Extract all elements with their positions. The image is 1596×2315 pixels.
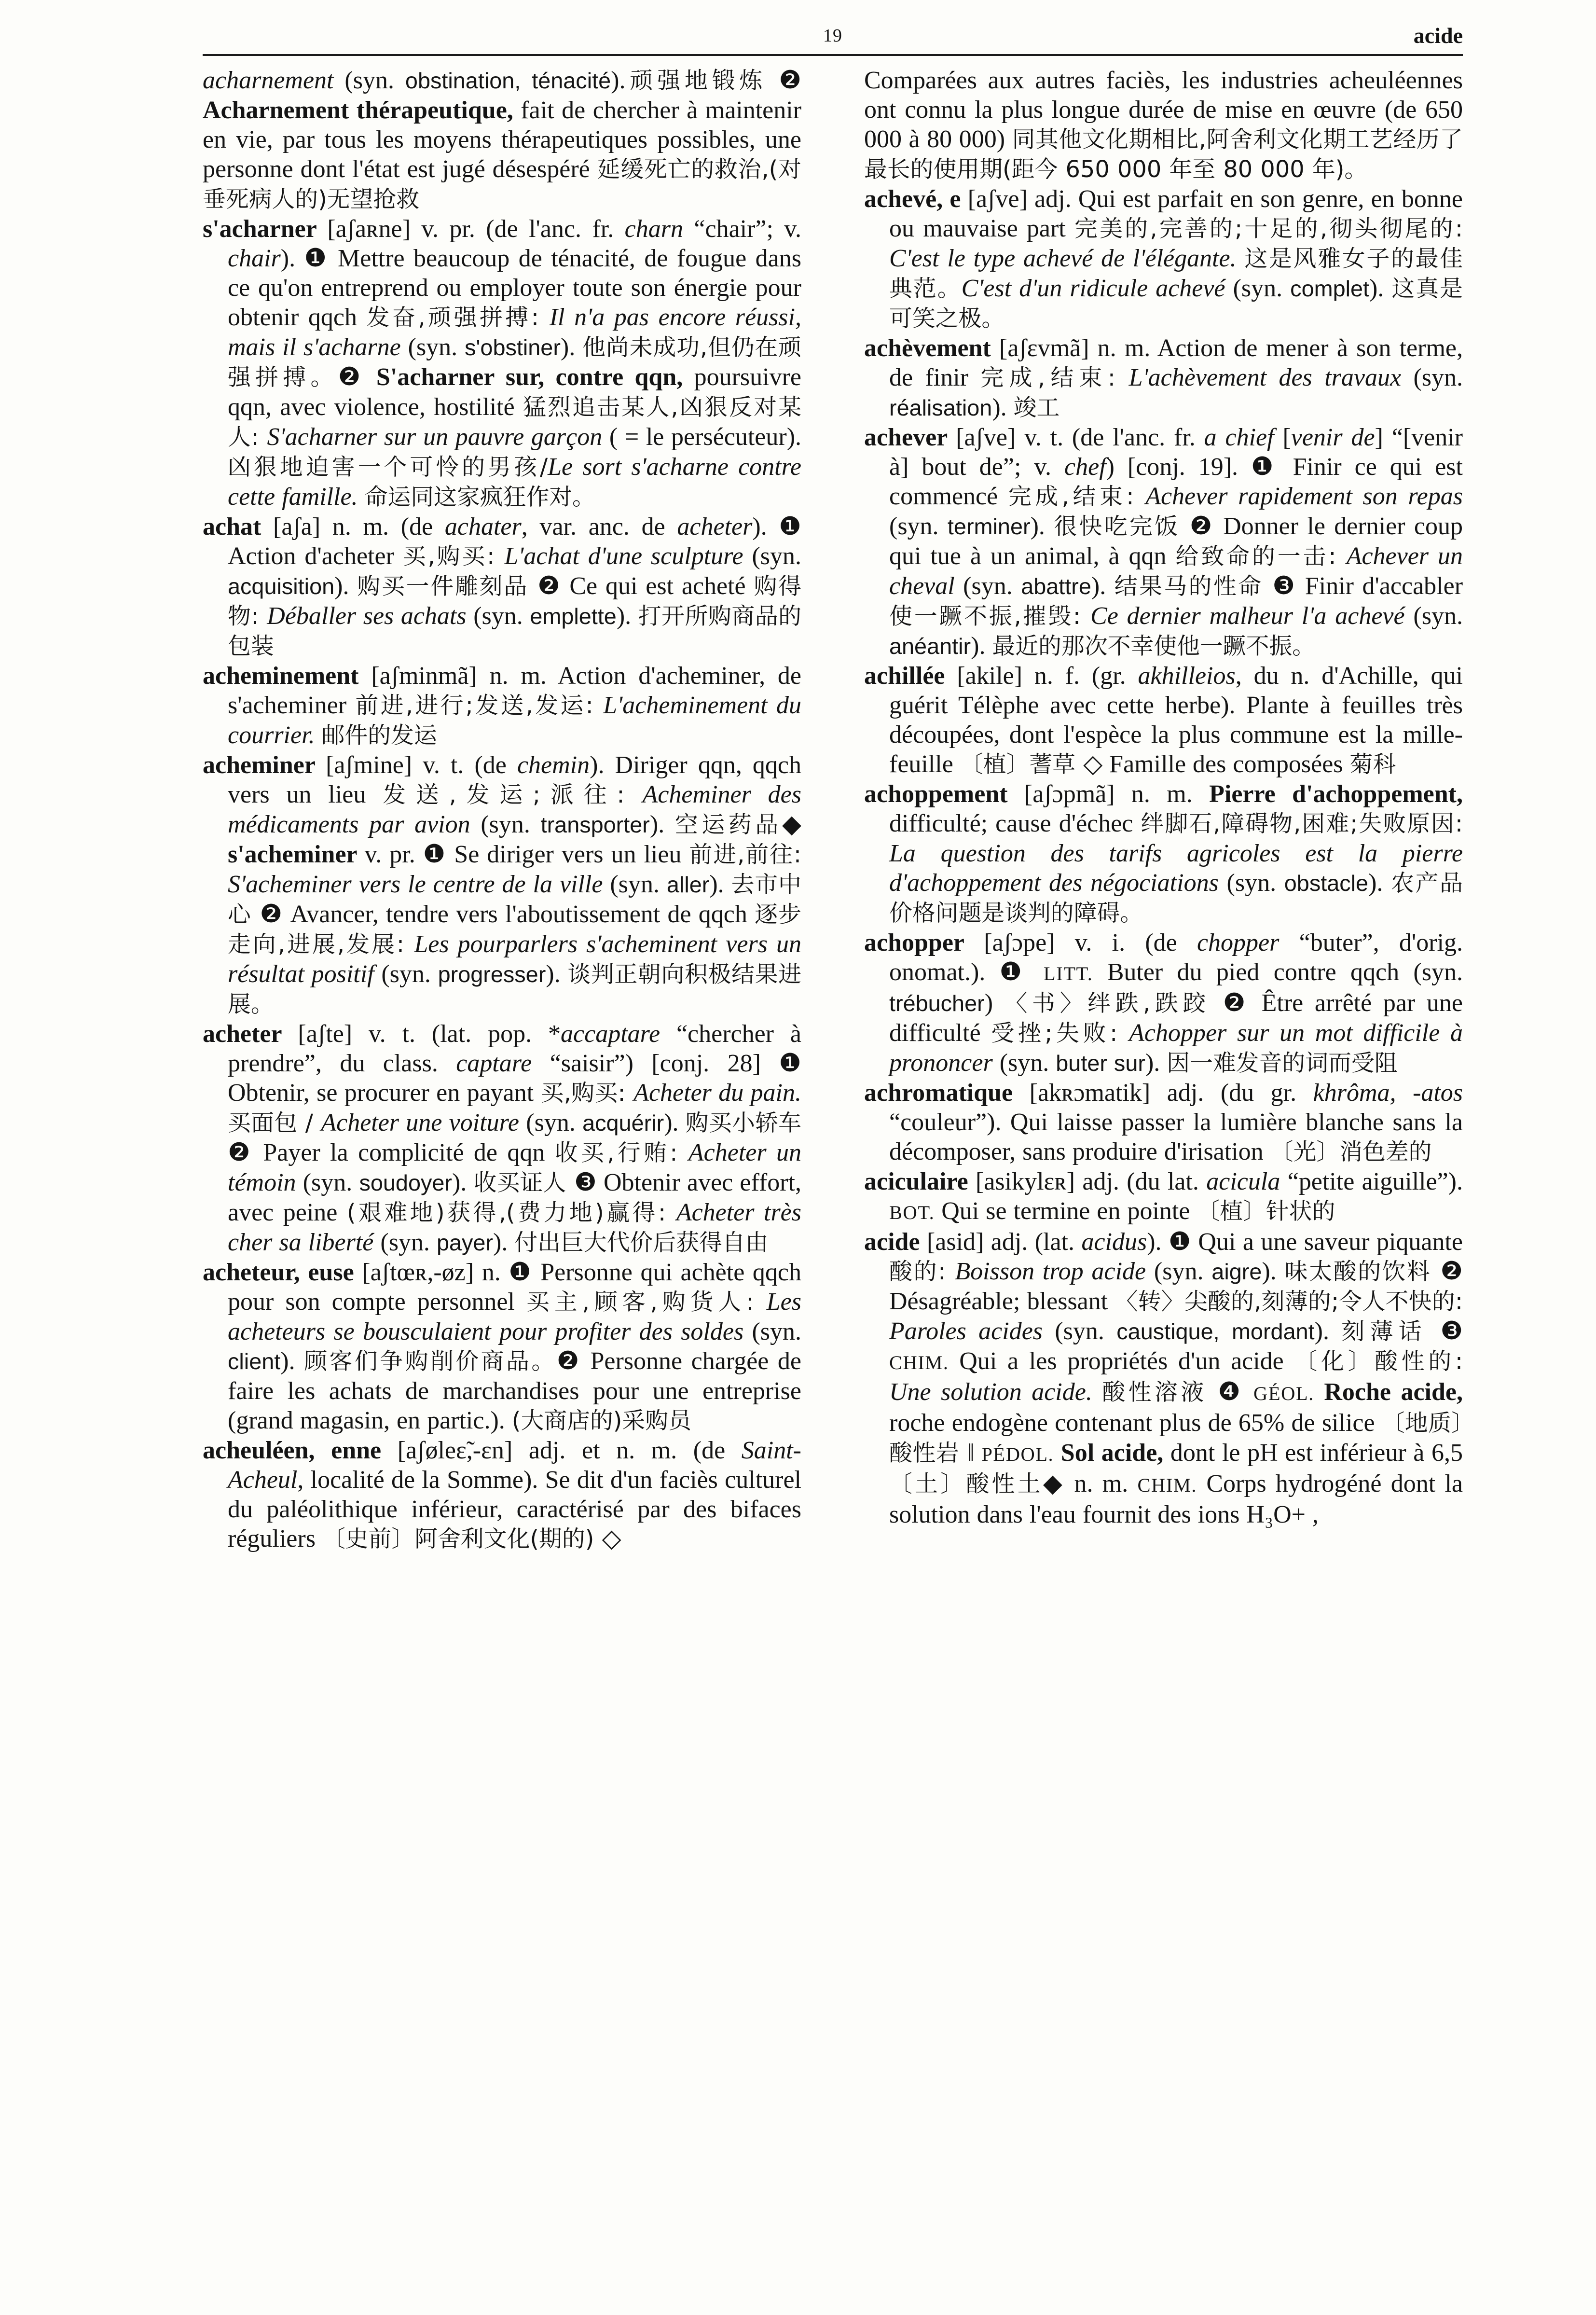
text-segment: ) (984, 989, 1004, 1017)
text-segment: 命运同这家疯狂作对。 (364, 484, 595, 511)
text-segment: 〔地质〕酸性岩 (889, 1410, 1463, 1467)
text-segment: [aʃɛvmã] n. m. Action de mener à son terme, de finir (889, 334, 1463, 391)
text-segment: 顽强地锻炼 (625, 68, 779, 94)
text-segment: LITT. (1043, 963, 1093, 984)
text-segment: acheter (677, 513, 753, 541)
text-segment: 完美的,完善的;十足的,彻头彻尾的: (1074, 216, 1463, 242)
text-segment: (syn. (963, 572, 1021, 600)
text-segment: Achever un cheval (889, 542, 1463, 600)
text-segment: 酸性溶液 (1102, 1379, 1218, 1406)
text-segment: ). (1030, 513, 1054, 540)
text-segment: aller (666, 872, 710, 897)
text-segment: 凶狠地迫害一个可怜的男孩/ (228, 454, 548, 481)
text-segment: ❷ Ce qui est acheté (537, 572, 754, 600)
text-segment: ). (709, 871, 731, 898)
text-segment: poursuivre qqn, avec violence, hostilité (228, 363, 801, 421)
text-segment: BOT. (889, 1202, 935, 1223)
text-segment: 菊科 (1349, 751, 1396, 778)
text-segment: S'acharner sur un pauvre garçon (267, 423, 609, 451)
text-segment: 农产品价格问题是谈判的障碍。 (889, 870, 1463, 927)
text-segment: 谈判正朝向积极结果进展。 (228, 961, 801, 1018)
text-segment: (syn. (752, 1318, 801, 1345)
text-segment: 空运药品 (674, 812, 782, 838)
text-segment: 〈转〉尖酸的,刻薄的;令人不快的: (1114, 1289, 1463, 1315)
text-segment: (syn. (303, 1169, 359, 1196)
text-segment: acquérir (582, 1110, 664, 1136)
text-segment: Qui se termine en pointe (935, 1197, 1197, 1225)
text-segment: terminer (947, 514, 1031, 539)
text-segment: ❸ (1440, 1317, 1463, 1345)
text-segment: 竣工 (1013, 395, 1060, 421)
text-segment: client (228, 1349, 281, 1374)
text-segment: 去市中心 (228, 872, 801, 928)
text-segment: ). (616, 602, 638, 630)
text-segment: 完成,结束: (1008, 484, 1146, 510)
text-segment: [asid] adj. (lat. (926, 1228, 1082, 1256)
text-segment: (syn. (380, 1229, 437, 1256)
text-segment: dont le pH est inférieur à 6,5 (1170, 1439, 1463, 1467)
text-segment: complet (1290, 276, 1370, 301)
dictionary-entry (864, 779, 1463, 928)
headword: achèvement (864, 334, 1000, 362)
text-segment: Acheminer des médicaments par avion (228, 781, 801, 838)
text-segment: ). (560, 333, 583, 361)
text-segment: roche endogène contenant plus de 65% de silice (889, 1409, 1382, 1437)
text-segment: ◆ (782, 811, 801, 838)
dictionary-entry (203, 750, 801, 1019)
headword: achromatique (864, 1079, 1030, 1107)
text-segment: 受挫;失败: (991, 1020, 1129, 1047)
text-segment: 味太酸的饮料 (1284, 1259, 1441, 1285)
headword: acide (864, 1228, 927, 1256)
text-segment: ◇ (602, 1525, 621, 1553)
text-segment: ] “[venir à] bout de”; v. (889, 424, 1463, 481)
text-segment: 〔史前〕阿舍利文化(期的) (322, 1526, 602, 1553)
text-segment: 收买,行贿: (554, 1140, 688, 1166)
text-segment: 发送,发运;派往: (383, 782, 643, 808)
text-segment: La question des tarifs agricoles est la pierre d'achoppement des négociations (889, 840, 1463, 897)
text-segment: ). (1314, 1317, 1342, 1345)
text-segment: 他尚未成功,但仍在顽强拼搏。 (228, 334, 801, 391)
text-segment: chopper (1197, 929, 1280, 956)
text-segment (1054, 1439, 1061, 1467)
dictionary-entry (864, 1227, 1463, 1529)
text-segment: [aʃɔpmã] n. m. (1024, 780, 1210, 808)
text-segment: trébucher (889, 991, 985, 1016)
text-segment: 前进,进行;发送,发运: (355, 693, 604, 719)
headword: achoppement (864, 780, 1024, 808)
text-segment: “buter”, d'orig. onomat.). ❶ (889, 929, 1463, 986)
text-segment: obstination, ténacité (405, 68, 611, 93)
text-segment: ). (611, 67, 626, 94)
text-segment: s'acheminer (228, 841, 365, 868)
text-segment: (syn. (1154, 1258, 1212, 1285)
text-segment: ❷ Donner le dernier coup qui tue à un animal, à qqn (889, 513, 1463, 570)
headword: aciculaire (864, 1168, 976, 1195)
text-segment: acharnement (203, 67, 334, 94)
text-segment: Achever rapidement son repas (1145, 483, 1463, 510)
text-segment: (syn. (1413, 364, 1463, 391)
text-segment: (syn. (889, 513, 948, 540)
text-segment: S'acharner sur, contre qqn, (376, 363, 694, 391)
text-segment: [akile] n. f. (gr. (957, 662, 1138, 690)
text-segment: achater (444, 513, 522, 541)
text-segment: 因一难发音的词而受阻 (1167, 1050, 1398, 1077)
text-segment: Paroles acides (889, 1317, 1055, 1345)
text-segment: charn (624, 215, 683, 243)
headword: acheminement (203, 662, 371, 690)
text-segment: ). (493, 1229, 515, 1256)
text-segment: [akʀɔmatik] adj. (du gr. (1029, 1079, 1313, 1107)
text-segment: 〔植〕针状的 (1197, 1198, 1335, 1225)
text-segment: ❷ Payer la complicité de qqn (228, 1139, 555, 1166)
text-segment: Boisson trop acide (955, 1258, 1154, 1285)
text-segment: ❹ (1218, 1378, 1254, 1406)
text-segment: [aʃaʀne] v. pr. (de l'anc. fr. (327, 215, 625, 243)
headword: acheteur, euse (203, 1259, 362, 1286)
text-segment: [aʃɔpe] v. i. (de (984, 929, 1197, 956)
dictionary-entry (864, 1078, 1463, 1167)
text-segment: Saint-Acheul (228, 1437, 801, 1494)
text-segment: ❸ Finir d'accabler (1272, 572, 1463, 600)
text-segment: Corps hydrogéné dont la solution dans l'eau fournit des ions H₃O+ , (889, 1470, 1463, 1528)
text-segment: 买,购买: (402, 543, 505, 570)
text-segment: Acheter un témoin (228, 1139, 801, 1196)
text-columns (203, 66, 1463, 2296)
text-segment: 购得物: (228, 573, 801, 630)
text-segment: chemin (517, 751, 590, 779)
text-segment: ). (1145, 1049, 1167, 1077)
text-segment: ‖ (967, 1439, 982, 1467)
text-segment: “chair”; v. (683, 215, 802, 243)
text-segment: C'est le type achevé de l'élégante. (889, 245, 1245, 272)
text-segment: ). (1368, 869, 1391, 897)
text-segment: ). (992, 394, 1014, 421)
text-segment: [asikylɛʀ] adj. (du lat. (976, 1168, 1207, 1195)
text-segment: ❸ Obtenir avec effort, avec peine (228, 1169, 801, 1226)
text-segment: ❷ (779, 67, 801, 94)
dictionary-entry (203, 1019, 801, 1258)
text-segment: [aʃve] v. t. (de l'anc. fr. (956, 424, 1204, 451)
text-segment: emplette (530, 604, 617, 629)
text-segment: accaptare (561, 1020, 660, 1048)
text-segment: a chief (1204, 424, 1283, 451)
text-segment: acidus (1081, 1228, 1147, 1256)
text-segment: 收买证人 (473, 1170, 574, 1196)
text-segment: [aʃve] adj. Qui est parfait en son genre, en bonne ou mauvaise part (889, 185, 1463, 242)
text-segment: caustique, mordant (1116, 1319, 1315, 1344)
text-segment: (syn. (481, 811, 541, 838)
text-segment: ). (1091, 572, 1114, 600)
text-segment: ❷ (338, 363, 376, 391)
text-segment: Pierre d'achoppement, (1209, 780, 1463, 808)
page-header (203, 22, 1463, 49)
text-segment: acicula (1206, 1168, 1280, 1195)
text-segment: 购买一件雕刻品 (357, 573, 538, 600)
text-segment: captare (456, 1050, 532, 1077)
text-segment: ). ❶ Qui a une saveur piquante (1147, 1228, 1463, 1256)
text-segment: (syn. (752, 542, 801, 570)
text-segment: réalisation (889, 395, 992, 420)
text-segment: ( = le persécuteur). (609, 423, 802, 451)
text-segment: 给致命的一击: (1175, 543, 1347, 570)
text-segment: khrôma, -atos (1313, 1079, 1463, 1107)
text-segment: 顾客们争购削价商品。 (304, 1348, 557, 1375)
text-segment: [aʃte] v. t. (lat. pop. * (298, 1020, 561, 1048)
text-segment: ). (1262, 1258, 1285, 1285)
text-segment: 发奋,顽强拼搏: (366, 305, 550, 331)
text-segment: 〈书〉绊跌,跌跤 (1004, 990, 1223, 1017)
text-segment: ◆ n. m. (1043, 1470, 1138, 1497)
text-segment: (syn. (610, 871, 667, 898)
headword: acheuléen, enne (203, 1437, 398, 1464)
text-segment (1314, 1378, 1324, 1406)
text-segment: ). Diriger qqn, qqch vers un lieu (228, 751, 801, 808)
text-segment: , du n. d'Achille, qui guérit Télèphe avec cette herbe). Plante à feuilles très découpées, dont l'espèce la plus commune est la mille-feuille (889, 662, 1463, 778)
text-segment: abattre (1021, 574, 1091, 599)
text-segment: (艰难地)获得,(费力地)赢得: (346, 1200, 676, 1226)
text-segment: difficulté; cause d'échec (889, 810, 1141, 837)
dictionary-entry (203, 214, 801, 512)
text-segment: ) [conj. 19]. ❶ Finir ce qui est commencé (889, 453, 1463, 510)
text-segment: anéantir (889, 634, 971, 659)
text-segment: acquisition (228, 574, 335, 599)
text-segment: 逐步走向,进展,发展: (228, 901, 801, 958)
headword: s'acharner (203, 215, 328, 243)
headword: acheter (203, 1020, 298, 1048)
text-segment: chef (1064, 453, 1106, 481)
text-segment: ❷ Désagréable; blessant (889, 1258, 1463, 1315)
text-segment: [aʃøleɛ̃,-ɛn] adj. et n. m. (de (397, 1437, 742, 1464)
dictionary-entry (864, 661, 1463, 779)
text-segment: buter sur (1056, 1051, 1145, 1076)
headword: achillée (864, 662, 957, 690)
text-segment: GÉOL. (1253, 1383, 1314, 1404)
text-segment: payer (436, 1230, 493, 1255)
header-rule (203, 54, 1463, 56)
text-segment: (syn. (1413, 602, 1463, 630)
text-segment: (syn. (333, 67, 405, 94)
text-segment: ). ❶ Mettre beaucoup de ténacité, de fougue dans ce qu'on entreprend ou employer toute son énergie pour obtenir qqch (228, 245, 801, 331)
headword: achopper (864, 929, 984, 956)
entry-continuation (864, 66, 1463, 184)
text-segment: 买面包 / (228, 1110, 321, 1137)
text-segment: [aʃa] n. m. (de (273, 513, 445, 541)
text-segment: L'achèvement des travaux (1128, 364, 1414, 391)
right-column (864, 66, 1463, 2296)
entry-continuation (203, 66, 801, 214)
text-segment: s'obstiner (465, 335, 561, 360)
text-segment: (syn. (473, 602, 530, 630)
text-segment: [ (1282, 424, 1291, 451)
text-segment: “chercher à prendre”, du class. (228, 1020, 801, 1077)
text-segment: aigre (1211, 1259, 1262, 1284)
headword: achevé, e (864, 185, 968, 213)
text-segment: progresser (438, 962, 546, 987)
dictionary-entry (864, 423, 1463, 661)
text-segment: PÉDOL. (981, 1443, 1054, 1465)
text-segment: venir de (1291, 424, 1375, 451)
text-segment: 购买小轿车 (685, 1110, 801, 1137)
text-segment: ). (546, 960, 568, 988)
text-segment: ❷ Avancer, tendre vers l'aboutissement de qqch (260, 901, 755, 928)
headword: achever (864, 424, 956, 451)
text-segment: CHIM. (889, 1352, 949, 1373)
headword: achat (203, 513, 274, 541)
text-segment: (大商店的)采购员 (511, 1408, 691, 1434)
dictionary-entry (203, 512, 801, 661)
text-segment: 〔光〕消色差的 (1270, 1139, 1432, 1165)
text-segment: soudoyer (359, 1170, 452, 1195)
dictionary-entry (864, 184, 1463, 333)
text-segment: 酸的: (889, 1259, 955, 1285)
text-segment: , localité de la Somme). Se dit d'un faciès culturel du paléolithique inférieur, caractérisé par des bifaces réguliers (228, 1466, 801, 1553)
text-segment: ). (334, 572, 358, 600)
left-column (203, 66, 801, 2296)
text-segment: transporter (540, 812, 650, 837)
text-segment: Une solution acide. (889, 1378, 1102, 1406)
running-head: acide (1413, 23, 1463, 48)
text-segment: [aʃmine] v. t. (de (326, 751, 517, 779)
text-segment: 最近的那次不幸使他一蹶不振。 (992, 633, 1316, 660)
text-segment: ❷ Personne chargée de faire les achats de marchandises pour une entreprise (grand magasin, en partic.). (228, 1347, 801, 1434)
text-segment: (syn. (1226, 869, 1284, 897)
text-segment: Sol acide, (1060, 1439, 1170, 1467)
page-number: 19 (823, 26, 842, 46)
dictionary-entry (203, 661, 801, 750)
text-segment: ◇ Famille des composées (1083, 750, 1350, 778)
text-segment: , var. anc. de (521, 513, 677, 541)
text-segment: 付出巨大代价后获得自由 (514, 1230, 769, 1256)
text-segment: “saisir”) [conj. 28] ❶ Obtenir, se procurer en payant (228, 1050, 801, 1107)
text-segment: Roche acide, (1324, 1378, 1463, 1406)
text-segment: 使一蹶不振,摧毁: (889, 603, 1091, 630)
text-segment: 结果马的性命 (1114, 573, 1273, 600)
text-segment: Déballer ses achats (267, 602, 474, 630)
text-segment: 〔土〕酸性土 (889, 1471, 1043, 1497)
text-segment: 〔化〕酸性的: (1294, 1348, 1463, 1375)
dictionary-entry (864, 928, 1463, 1078)
text-segment: L'acheminement du courrier. (228, 692, 801, 749)
text-segment: “petite aiguille”). (1280, 1168, 1463, 1195)
text-segment: 刻薄话 (1341, 1318, 1441, 1345)
text-segment: Qui a les propriétés d'un acide (949, 1347, 1294, 1375)
text-segment: 同其他文化期相比,阿舍利文化期工艺经历了最长的使用期(距今 650 000 年至 80 000 年)。 (864, 126, 1463, 183)
dictionary-entry (864, 333, 1463, 423)
text-segment: 猛烈追击某人,凶狠反对某人: (228, 394, 801, 451)
dictionary-entry (203, 1436, 801, 1554)
text-segment: ). ❶ Action d'acheter (228, 513, 801, 570)
text-segment: ). (452, 1169, 474, 1196)
text-segment: [aʃminmã] n. m. Action d'acheminer, de s'acheminer (228, 662, 801, 719)
text-segment: Acharnement thérapeutique, (203, 97, 521, 124)
text-segment: 买主,顾客,购货人: (526, 1289, 767, 1316)
text-segment: ). (971, 632, 992, 660)
text-segment: v. pr. ❶ Se diriger vers un lieu (364, 841, 689, 868)
text-segment: 〔植〕蓍草 (960, 751, 1084, 778)
text-segment: Acheter une voiture (321, 1109, 526, 1137)
text-segment: 很快吃完饭 (1054, 513, 1190, 540)
text-segment: (syn. (1055, 1317, 1117, 1345)
text-segment: 打开所购商品的包装 (228, 603, 801, 660)
text-segment: “couleur”). Qui laisse passer la lumière blanche sans la décomposer, sans produire d'irisation (889, 1109, 1463, 1165)
text-segment: 买,购买: (540, 1080, 634, 1107)
text-segment: ). (1369, 275, 1392, 302)
text-segment: Il n'a pas encore réussi, mais il s'acharne (228, 304, 801, 361)
text-segment: Les acheteurs se bousculaient pour profiter des soldes (228, 1288, 801, 1345)
text-segment: ). (664, 1109, 686, 1137)
text-segment: chair (228, 245, 281, 272)
text-segment: (syn. (1233, 275, 1291, 302)
text-segment: ). (280, 1347, 304, 1375)
text-segment: Ce dernier malheur l'a achevé (1090, 602, 1414, 630)
text-segment: S'acheminer vers le centre de la ville (228, 871, 610, 898)
text-segment: Acheter du pain. (633, 1079, 801, 1107)
dictionary-entry (203, 1258, 801, 1436)
text-segment: akhilleios (1138, 662, 1236, 690)
dictionary-entry (864, 1167, 1463, 1227)
text-segment: ❷ Être arrêté par une difficulté (889, 989, 1463, 1047)
text-segment: L'achat d'une sculpture (504, 542, 752, 570)
text-segment: 前进,前往: (689, 842, 801, 868)
text-segment: 这真是可笑之极。 (889, 276, 1463, 332)
text-segment: Acheter très cher sa liberté (228, 1199, 801, 1256)
text-segment: Buter du pied contre qqch (syn. (1093, 958, 1463, 986)
text-segment: 延缓死亡的救治,(对垂死病人的)无望抢救 (203, 156, 801, 213)
text-segment: 绊脚石,障碍物,困难;失败原因: (1141, 811, 1463, 837)
text-segment: Les pourparlers s'acheminent vers un résultat positif (228, 930, 801, 988)
text-segment: (syn. (408, 333, 465, 361)
text-segment: Le sort s'acharne contre cette famille. (228, 453, 801, 511)
text-segment: 这是风雅女子的最佳典范。 (889, 246, 1463, 302)
text-segment: (syn. (526, 1109, 583, 1137)
text-segment: fait de chercher à maintenir en vie, par tous les moyens thérapeutiques possibles, une personne dont l'état est jugé désespéré (203, 97, 802, 183)
text-segment: 邮件的发运 (321, 722, 437, 749)
text-segment: [aʃtœʀ,-øz] n. ❶ Personne qui achète qqch pour son compte personnel (228, 1259, 801, 1316)
headword: acheminer (203, 751, 326, 779)
text-segment: (syn. (381, 960, 438, 988)
text-segment: 完成,结束: (980, 365, 1129, 391)
text-segment: ). (649, 811, 675, 838)
text-segment: CHIM. (1137, 1474, 1197, 1496)
text-segment: C'est d'un ridicule achevé (961, 275, 1233, 302)
text-segment: Achopper sur un mot difficile à prononcer (889, 1019, 1463, 1077)
text-segment: Comparées aux autres faciès, les industries acheuléennes ont connu la plus longue durée de mise en œuvre (de 650 000 à 80 000) (864, 67, 1463, 153)
text-segment: obstacle (1284, 871, 1369, 896)
text-segment: (syn. (999, 1049, 1056, 1077)
